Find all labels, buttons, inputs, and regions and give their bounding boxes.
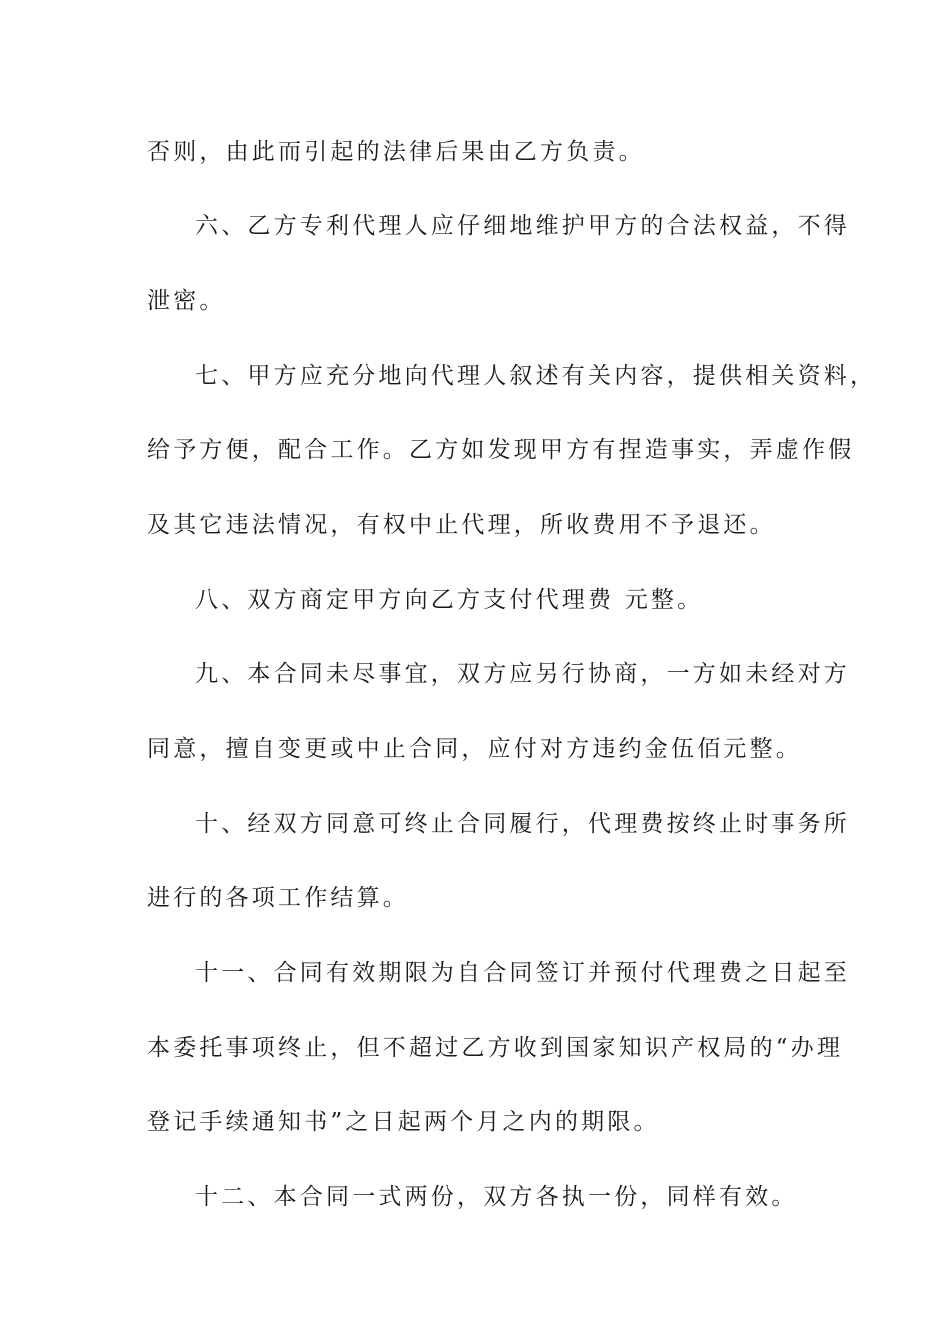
clause-6-line: 六、乙方专利代理人应仔细地维护甲方的合法权益，不得 [195, 213, 850, 239]
clause-11-line: 十一、合同有效期限为自合同签订并预付代理费之日起至 [195, 960, 850, 986]
text-line: 给予方便，配合工作。乙方如发现甲方有捏造事实，弄虚作假 [147, 437, 855, 463]
text-line: 进行的各项工作结算。 [147, 885, 409, 911]
clause-9-line: 九、本合同未尽事宜，双方应另行协商，一方如未经对方 [195, 661, 850, 687]
text-line: 同意，擅自变更或中止合同，应付对方违约金伍佰元整。 [147, 736, 802, 762]
text-line: 泄密。 [147, 288, 226, 314]
clause-10-line: 十、经双方同意可终止合同履行，代理费按终止时事务所 [195, 811, 850, 837]
clause-7-line: 七、甲方应充分地向代理人叙述有关内容，提供相关资料， [195, 363, 877, 389]
text-line: 否则，由此而引起的法律后果由乙方负责。 [147, 139, 645, 165]
clause-8-line: 八、双方商定甲方向乙方支付代理费 元整。 [195, 587, 704, 613]
text-line: 登记手续通知书”之日起两个月之内的期限。 [147, 1109, 660, 1135]
clause-12-line: 十二、本合同一式两份，双方各执一份，同样有效。 [195, 1184, 798, 1210]
text-line: 及其它违法情况，有权中止代理，所收费用不予退还。 [147, 512, 776, 538]
text-line: 本委托事项终止，但不超过乙方收到国家知识产权局的“办理 [147, 1035, 844, 1061]
